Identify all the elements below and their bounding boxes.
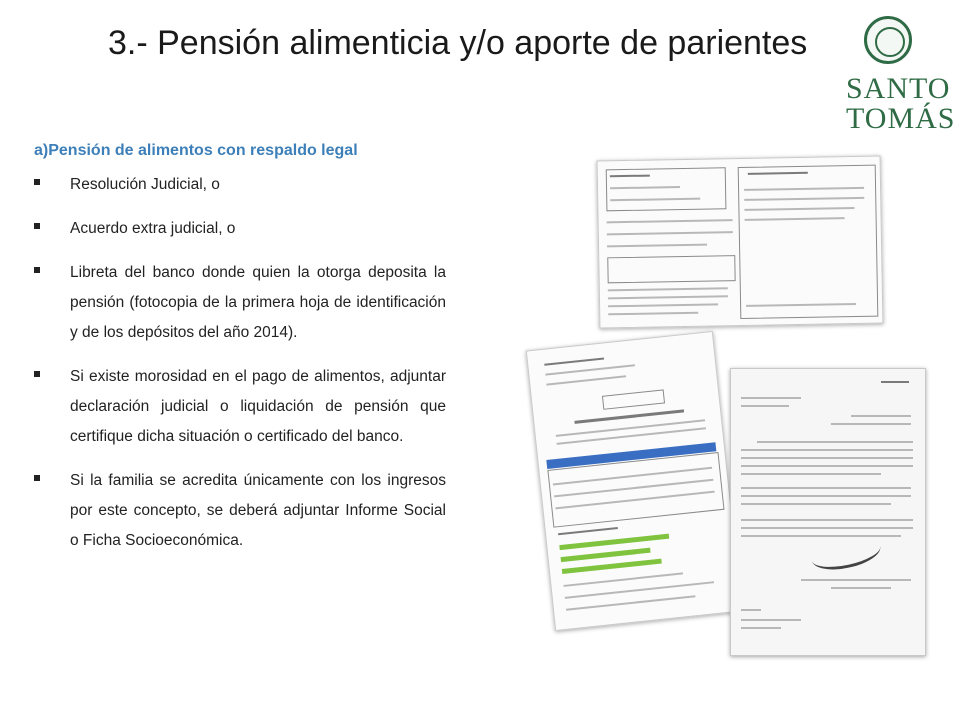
list-item xyxy=(34,214,446,244)
list-item xyxy=(34,466,446,556)
list-item xyxy=(34,258,446,348)
list-item-text: Si la familia se acredita únicamente con los ingresos por este concepto, se deberá adjuntar Informe Social o Ficha Socioeconómica. xyxy=(70,472,446,549)
list-item-text: Libreta del banco donde quien la otorga deposita la pensión (fotocopia de la primera hoja de identificación y de los depósitos del año 2014). xyxy=(70,264,446,341)
list-item-text: Resolución Judicial, o xyxy=(70,176,220,193)
list-item-text: Acuerdo extra judicial, o xyxy=(70,220,236,237)
bullet-square-icon xyxy=(34,475,40,481)
bullet-square-icon xyxy=(34,267,40,273)
seal-icon xyxy=(864,16,912,64)
court-certificate-scan-image xyxy=(730,368,926,656)
logo-text-line1: SANTO xyxy=(846,72,951,105)
page-title: 3.- Pensión alimenticia y/o aporte de parientes xyxy=(108,24,808,62)
bank-passbook-scan-image xyxy=(597,156,884,329)
list-item xyxy=(34,170,446,200)
pension-settlement-scan-image xyxy=(526,331,742,631)
santo-tomas-logo xyxy=(846,14,956,135)
bullet-square-icon xyxy=(34,179,40,185)
section-subtitle: a)Pensión de alimentos con respaldo legal xyxy=(34,142,358,159)
list-item-text: Si existe morosidad en el pago de alimentos, adjuntar declaración judicial o liquidación de pensión que certifique dicha situación o certificado del banco. xyxy=(70,368,446,445)
requirements-list xyxy=(34,170,446,570)
list-item xyxy=(34,362,446,452)
logo-text-line2: TOMÁS xyxy=(846,102,956,135)
bullet-square-icon xyxy=(34,371,40,377)
bullet-square-icon xyxy=(34,223,40,229)
